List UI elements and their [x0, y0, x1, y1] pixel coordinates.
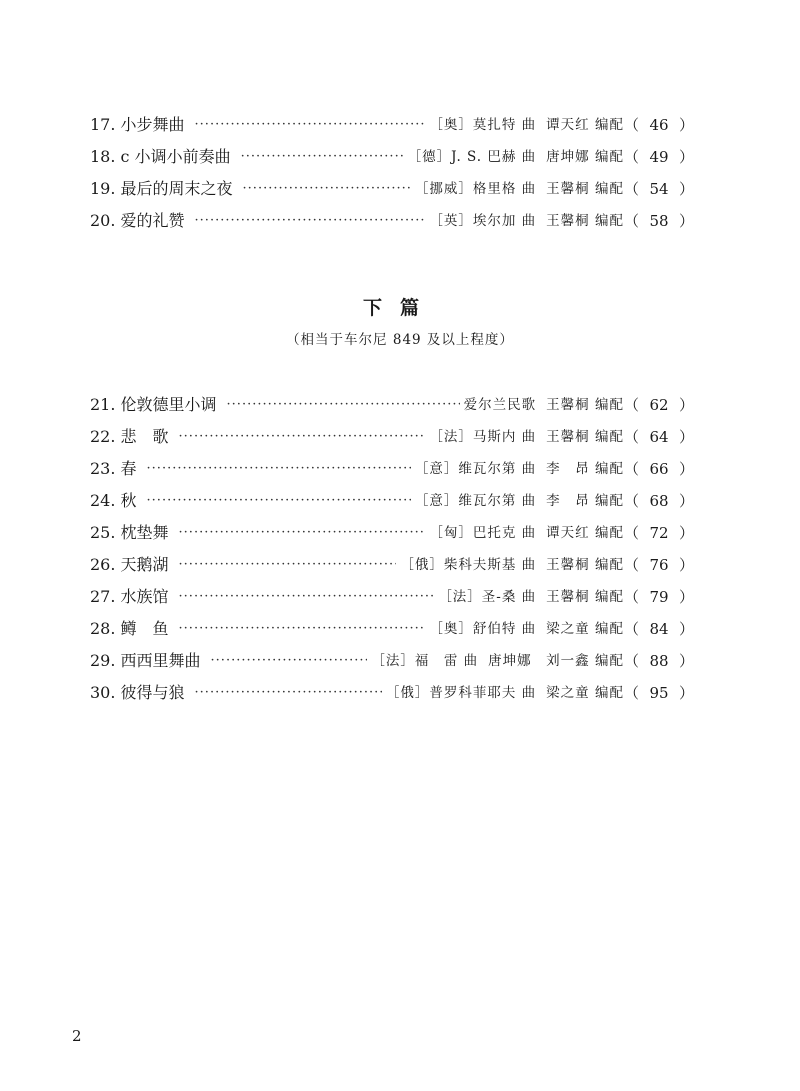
entry-title: 21. 伦敦德里小调 [90, 395, 217, 414]
toc-entry[interactable] [90, 549, 694, 581]
entry-page-number: 79 [649, 588, 669, 606]
entry-page-number: 58 [649, 212, 669, 230]
dot-leader [179, 421, 426, 453]
entry-credit [464, 389, 624, 421]
entry-page: （ 76 ） [624, 549, 694, 581]
toc-entry[interactable] [90, 141, 694, 173]
entry-composer: 爱尔兰民歌 [463, 397, 537, 413]
entry-credit [371, 645, 624, 677]
entry-arranger: 谭天红 编配 [546, 117, 624, 133]
dot-leader [195, 677, 382, 709]
entry-composer: ［挪威］格里格 曲 [414, 181, 537, 197]
entry-composer: ［奥］舒伯特 曲 [429, 621, 537, 637]
entry-page-number: 66 [649, 460, 669, 478]
entry-arranger: 谭天红 编配 [546, 525, 624, 541]
dot-leader [211, 645, 368, 677]
entry-arranger: 王馨桐 编配 [546, 397, 624, 413]
toc-part-b [90, 389, 694, 709]
entry-credit [429, 109, 624, 141]
toc-entry[interactable] [90, 677, 694, 709]
entry-title: 20. 爱的礼赞 [90, 211, 185, 230]
entry-arranger: 王馨桐 编配 [546, 589, 624, 605]
entry-page-number: 46 [649, 116, 669, 134]
dot-leader [243, 173, 411, 205]
entry-title: 23. 春 [90, 459, 137, 478]
toc-entry[interactable] [90, 173, 694, 205]
entry-page: （ 49 ） [624, 141, 694, 173]
entry-page: （ 46 ） [624, 109, 694, 141]
entry-page: （ 72 ） [624, 517, 694, 549]
dot-leader [179, 581, 435, 613]
entry-page: （ 66 ） [624, 453, 694, 485]
entry-composer: ［法］圣-桑 曲 [438, 589, 537, 605]
dot-leader [195, 205, 426, 237]
entry-credit [429, 421, 624, 453]
entry-composer: ［法］马斯内 曲 [429, 429, 537, 445]
page-number: 2 [72, 1027, 82, 1045]
entry-title: 27. 水族馆 [90, 587, 169, 606]
entry-page: （ 84 ） [624, 613, 694, 645]
entry-page: （ 79 ） [624, 581, 694, 613]
entry-title: 30. 彼得与狼 [90, 683, 185, 702]
entry-page: （ 62 ） [624, 389, 694, 421]
entry-page-number: 72 [649, 524, 669, 542]
entry-credit [386, 677, 624, 709]
toc-entry[interactable] [90, 205, 694, 237]
entry-arranger: 王馨桐 编配 [546, 181, 624, 197]
entry-title: 24. 秋 [90, 491, 137, 510]
entry-title: 29. 西西里舞曲 [90, 651, 201, 670]
dot-leader [241, 141, 404, 173]
entry-title: 28. 鳟 鱼 [90, 619, 169, 638]
entry-composer: ［英］埃尔加 曲 [429, 213, 537, 229]
entry-credit [429, 205, 624, 237]
dot-leader [179, 613, 426, 645]
dot-leader [147, 453, 411, 485]
toc-entry[interactable] [90, 453, 694, 485]
entry-page-number: 68 [649, 492, 669, 510]
entry-title: 22. 悲 歌 [90, 427, 169, 446]
entry-page-number: 76 [649, 556, 669, 574]
entry-title: 26. 天鹅湖 [90, 555, 169, 574]
entry-composer: ［意］维瓦尔第 曲 [414, 493, 537, 509]
entry-composer: ［匈］巴托克 曲 [429, 525, 537, 541]
entry-credit [415, 485, 624, 517]
entry-page: （ 54 ） [624, 173, 694, 205]
entry-arranger: 梁之童 编配 [546, 621, 624, 637]
toc-part-a [90, 109, 694, 237]
entry-composer: ［法］福 雷 曲 [371, 653, 479, 669]
dot-leader [195, 109, 426, 141]
entry-credit [415, 173, 624, 205]
entry-arranger: 王馨桐 编配 [546, 213, 624, 229]
entry-arranger: 李 昂 编配 [546, 493, 624, 509]
entry-page-number: 95 [649, 684, 669, 702]
dot-leader [179, 517, 426, 549]
entry-page: （ 64 ） [624, 421, 694, 453]
entry-page-number: 84 [649, 620, 669, 638]
entry-arranger: 梁之童 编配 [546, 685, 624, 701]
entry-page: （ 68 ） [624, 485, 694, 517]
entry-title: 25. 枕垫舞 [90, 523, 169, 542]
entry-arranger: 王馨桐 编配 [546, 429, 624, 445]
entry-page: （ 58 ） [624, 205, 694, 237]
toc-entry[interactable] [90, 645, 694, 677]
entry-credit [438, 581, 624, 613]
toc-entry[interactable] [90, 581, 694, 613]
entry-page-number: 54 [649, 180, 669, 198]
entry-title: 17. 小步舞曲 [90, 115, 185, 134]
entry-page-number: 49 [649, 148, 669, 166]
toc-entry[interactable] [90, 109, 694, 141]
dot-leader [179, 549, 397, 581]
section-title: 下篇 [362, 297, 437, 319]
toc-entry[interactable] [90, 613, 694, 645]
entry-page: （ 95 ） [624, 677, 694, 709]
entry-title: 18. c 小调小前奏曲 [90, 147, 231, 166]
toc-entry[interactable] [90, 421, 694, 453]
entry-credit [400, 549, 624, 581]
entry-arranger: 王馨桐 编配 [546, 557, 624, 573]
entry-arranger: 唐坤娜 刘一鑫 编配 [488, 653, 624, 669]
entry-page-number: 88 [649, 652, 669, 670]
entry-page-number: 62 [649, 396, 669, 414]
entry-title: 19. 最后的周末之夜 [90, 179, 233, 198]
entry-credit [429, 613, 624, 645]
entry-credit [408, 141, 624, 173]
dot-leader [147, 485, 411, 517]
entry-arranger: 唐坤娜 编配 [546, 149, 624, 165]
toc-entry[interactable] [90, 389, 694, 421]
entry-arranger: 李 昂 编配 [546, 461, 624, 477]
dot-leader [227, 389, 460, 421]
entry-composer: ［奥］莫扎特 曲 [429, 117, 537, 133]
entry-composer: ［意］维瓦尔第 曲 [414, 461, 537, 477]
entry-composer: ［俄］柴科夫斯基 曲 [400, 557, 537, 573]
section-subtitle: （相当于车尔尼 849 及以上程度） [286, 332, 514, 348]
entry-composer: ［德］J. S. 巴赫 曲 [407, 149, 537, 165]
entry-page-number: 64 [649, 428, 669, 446]
toc-entry[interactable] [90, 517, 694, 549]
toc-entry[interactable] [90, 485, 694, 517]
entry-page: （ 88 ） [624, 645, 694, 677]
entry-credit [429, 517, 624, 549]
entry-composer: ［俄］普罗科菲耶夫 曲 [385, 685, 537, 701]
entry-credit [415, 453, 624, 485]
